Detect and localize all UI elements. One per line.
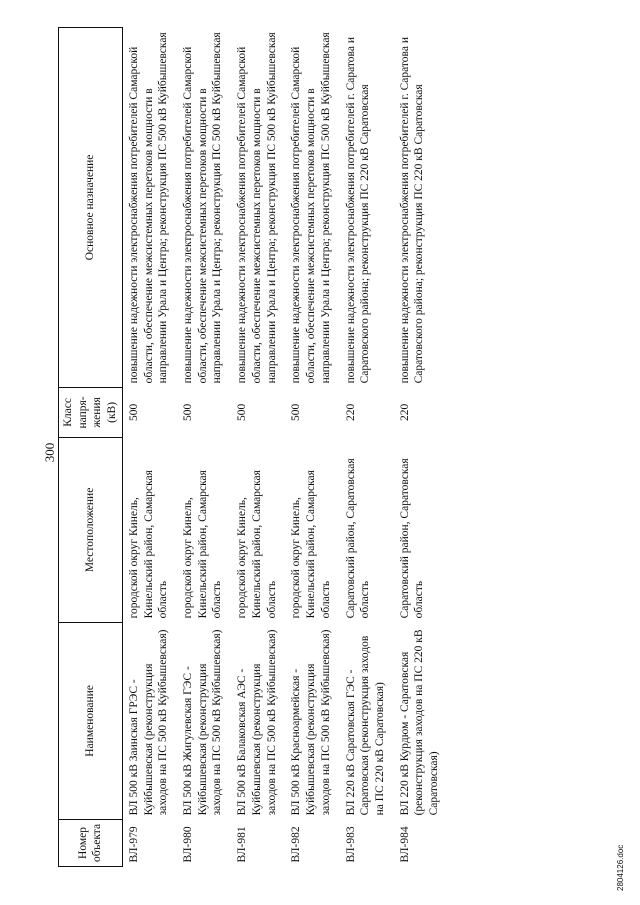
document-file-id: 2804126.doc bbox=[616, 844, 625, 891]
table-row bbox=[122, 27, 177, 866]
cell-location: городской округ Кинель, Кинельский район, Самарская область bbox=[182, 470, 224, 619]
cell-name: ВЛ 500 кВ Красноармейская - Куйбышевская (реконструкция заходов на ПС 500 кВ Куйбышевская) bbox=[290, 629, 332, 816]
column-header-number: Номер объекта bbox=[59, 819, 123, 866]
cell-location: городской округ Кинель, Кинельский район, Самарская область bbox=[236, 470, 278, 619]
table-row bbox=[394, 27, 448, 866]
objects-table bbox=[58, 27, 448, 867]
cell-location: городской округ Кинель, Кинельский район, Самарская область bbox=[290, 470, 332, 619]
cell-voltage: 500 bbox=[236, 403, 249, 422]
column-header-purpose: Основное назначение bbox=[59, 27, 123, 387]
cell-purpose: повышение надежности электроснабжения потребителей Самарской области, обеспечение межсистемных перетоков мощности в направлении Урала и Центра; реконструкция ПС 500 кВ Куйбышевская bbox=[182, 32, 224, 384]
cell-name: ВЛ 500 кВ Жигулевская ГЭС - Куйбышевская (реконструкция заходов на ПС 500 кВ Куйбышевская) bbox=[182, 629, 224, 816]
cell-name: ВЛ 500 кВ Балаковская АЭС - Куйбышевская (реконструкция заходов на ПС 500 кВ Куйбышевская) bbox=[236, 629, 278, 816]
cell-number: ВЛ-981 bbox=[236, 826, 249, 863]
cell-voltage: 220 bbox=[398, 403, 411, 422]
cell-location: Саратовский район, Саратовская область bbox=[398, 458, 426, 619]
cell-purpose: повышение надежности электроснабжения потребителей Самарской области, обеспечение межсистемных перетоков мощности в направлении Урала и Центра; реконструкция ПС 500 кВ Куйбышевская bbox=[127, 32, 170, 384]
table-row bbox=[340, 27, 394, 866]
table-row bbox=[285, 27, 339, 866]
column-header-voltage: Класс напря-жения (кВ) bbox=[59, 387, 123, 437]
cell-voltage: 500 bbox=[127, 403, 140, 422]
cell-number: ВЛ-982 bbox=[290, 826, 303, 863]
cell-location: городской округ Кинель, Кинельский район, Самарская область bbox=[127, 470, 170, 619]
cell-purpose: повышение надежности электроснабжения потребителей Самарской области, обеспечение межсистемных перетоков мощности в направлении Урала и Центра; реконструкция ПС 500 кВ Куйбышевская bbox=[290, 32, 332, 384]
column-header-location: Местоположение bbox=[59, 437, 123, 622]
cell-voltage: 220 bbox=[344, 403, 357, 422]
page-number: 300 bbox=[42, 442, 57, 463]
cell-name: ВЛ 220 кВ Саратовская ГЭС - Саратовская (реконструкция заходов на ПС 220 кВ Саратовская) bbox=[344, 635, 386, 816]
cell-location: Саратовский район, Саратовская область bbox=[344, 458, 372, 619]
cell-number: ВЛ-980 bbox=[182, 826, 195, 863]
cell-purpose: повышение надежности электроснабжения потребителей г. Саратова и Саратовского района; реконструкция ПС 220 кВ Саратовская bbox=[398, 37, 426, 384]
cell-number: ВЛ-979 bbox=[127, 826, 140, 863]
cell-name: ВЛ 500 кВ Заинская ГРЭС - Куйбышевская (реконструкция заходов на ПС 500 кВ Куйбышевская) bbox=[127, 629, 170, 816]
column-header-name: Наименование bbox=[59, 622, 123, 819]
cell-voltage: 500 bbox=[290, 403, 303, 422]
table-row bbox=[231, 27, 285, 866]
cell-number: ВЛ-983 bbox=[344, 826, 357, 863]
cell-purpose: повышение надежности электроснабжения потребителей Самарской области, обеспечение межсистемных перетоков мощности в направлении Урала и Центра; реконструкция ПС 500 кВ Куйбышевская bbox=[236, 32, 278, 384]
cell-purpose: повышение надежности электроснабжения потребителей г. Саратова и Саратовского района; реконструкция ПС 220 кВ Саратовская bbox=[344, 37, 372, 384]
cell-number: ВЛ-984 bbox=[398, 826, 411, 863]
cell-voltage: 500 bbox=[182, 403, 195, 422]
cell-name: ВЛ 220 кВ Курдюм - Саратовская (реконструкция заходов на ПС 220 кВ Саратовская) bbox=[398, 629, 441, 816]
table-row bbox=[177, 27, 231, 866]
table-header-row bbox=[59, 27, 123, 866]
